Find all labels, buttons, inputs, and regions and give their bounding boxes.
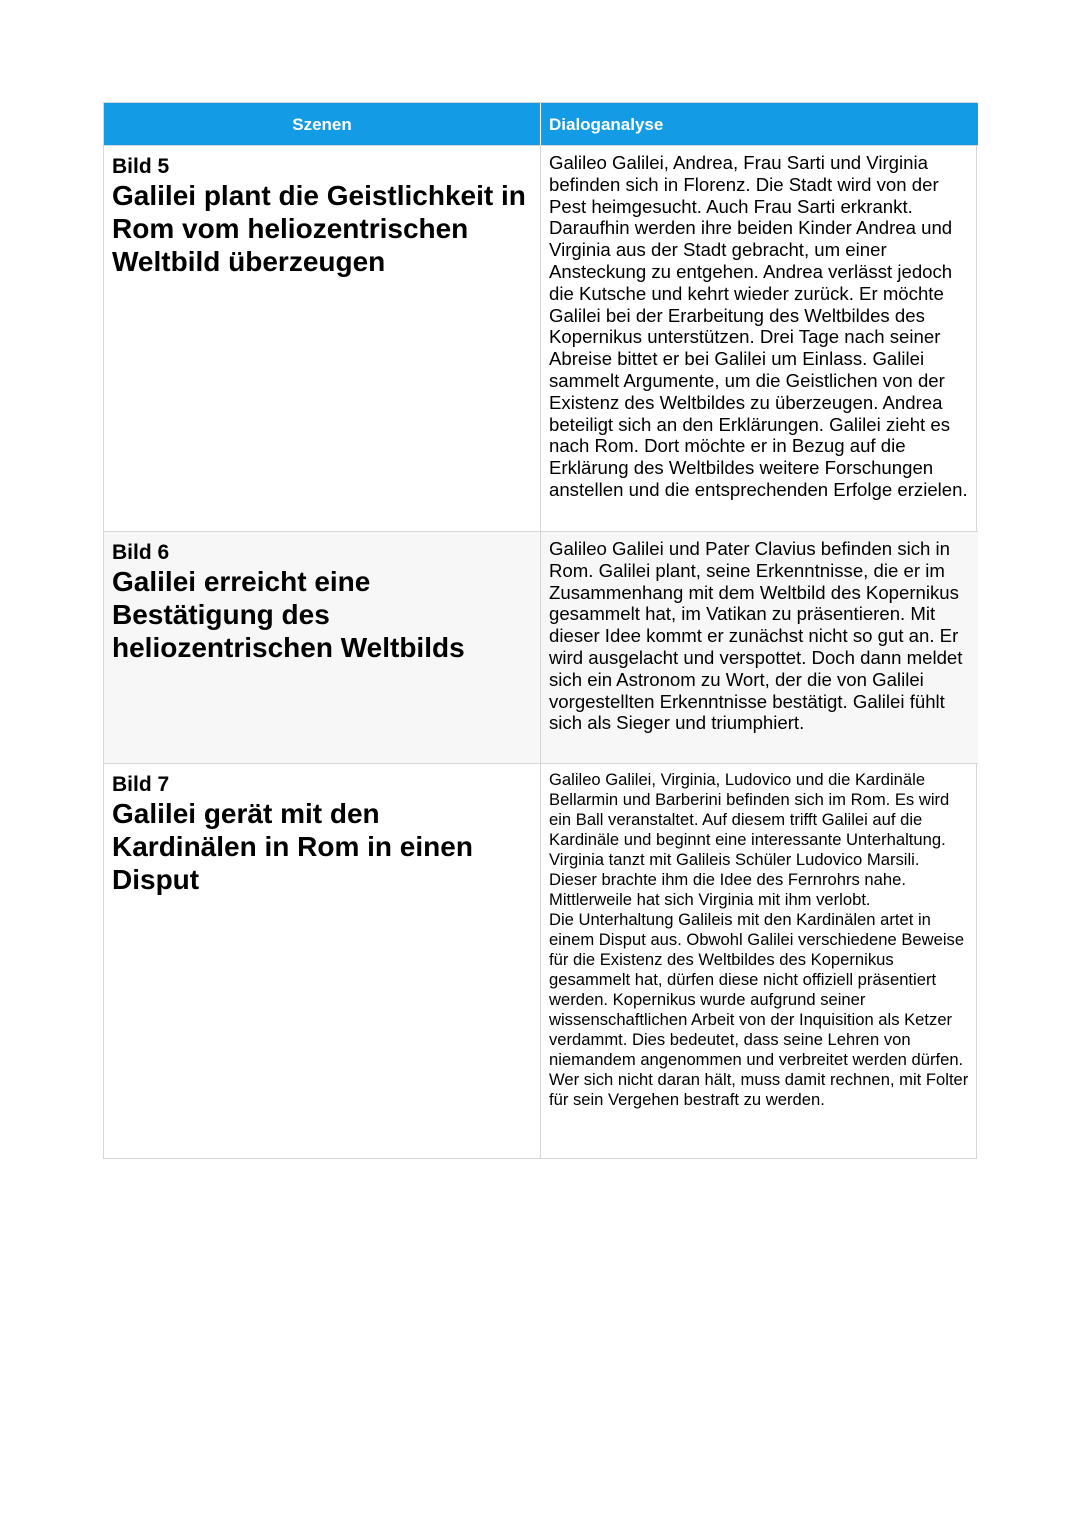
- scene-title: Galilei gerät mit den Kardinälen in Rom in einen Disput: [112, 798, 473, 895]
- analysis-cell-bild-7: [541, 764, 978, 1158]
- header-scenes: Szenen: [104, 103, 541, 146]
- analysis-text: Galileo Galilei und Pater Clavius befinden sich in Rom. Galilei plant, seine Erkenntnisse, die er im Zusammenhang mit dem Weltbild des Kopernikus gesammelt hat, im Vatikan zu präsentieren. Mit dieser Idee kommt er zunächst nicht so gut an. Er wird ausgelacht und verspottet. Doch dann meldet sich ein Astronom zu Wort, der die von Galilei vorgestellten Erkenntnisse bestätigt. Galilei fühlt sich als Sieger und triumphiert.: [549, 538, 963, 734]
- scene-label: Bild 7: [112, 773, 170, 796]
- scene-label: Bild 6: [112, 541, 170, 564]
- scene-cell-bild-6: [104, 532, 541, 764]
- analysis-text: Galileo Galilei, Virginia, Ludovico und die Kardinäle Bellarmin und Barberini befinden sich im Rom. Es wird ein Ball veranstaltet. Auf diesem trifft Galilei auf die Kardinäle und beginnt eine interessante Unterhaltung. Virginia tanzt mit Galileis Schüler Ludovico Marsili. Dieser brachte ihm die Idee des Fernrohrs nahe. Mittlerweile hat sich Virginia mit ihm verlobt. Die Unterhaltung Galileis mit den Kardinälen artet in einem Disput aus. Obwohl Galilei verschiedene Beweise für die Existenz des Weltbildes des Kopernikus gesammelt hat, dürfen diese nicht offiziell präsentiert werden. Kopernikus wurde aufgrund seiner wissenschaftlichen Arbeit von der Inquisition als Ketzer verdammt. Dies bedeutet, dass seine Lehren von niemandem angenommen und verbreitet werden dürfen. Wer sich nicht daran hält, muss damit rechnen, mit Folter für sein Vergehen bestraft zu werden.: [549, 770, 969, 1109]
- scene-label: Bild 5: [112, 155, 170, 178]
- analysis-cell-bild-5: [541, 146, 978, 532]
- scene-title: Galilei erreicht eine Bestätigung des heliozentrischen Weltbilds: [112, 566, 465, 663]
- scene-cell-bild-5: [104, 146, 541, 532]
- analysis-cell-bild-6: [541, 532, 978, 764]
- scene-analysis-table: [103, 102, 977, 1159]
- scene-title: Galilei plant die Geistlichkeit in Rom vom heliozentrischen Weltbild überzeugen: [112, 180, 526, 277]
- scene-cell-bild-7: [104, 764, 541, 1158]
- header-analysis: Dialoganalyse: [541, 103, 978, 146]
- analysis-text: Galileo Galilei, Andrea, Frau Sarti und Virginia befinden sich in Florenz. Die Stadt wird von der Pest heimgesucht. Auch Frau Sarti erkrankt. Daraufhin werden ihre beiden Kinder Andrea und Virginia aus der Stadt gebracht, um einer Ansteckung zu entgehen. Andrea verlässt jedoch die Kutsche und kehrt wieder zurück. Er möchte Galilei bei der Erarbeitung des Weltbildes des Kopernikus unterstützen. Drei Tage nach seiner Abreise bittet er bei Galilei um Einlass. Galilei sammelt Argumente, um die Geistlichen von der Existenz des Weltbildes zu überzeugen. Andrea beteiligt sich an den Erklärungen. Galilei zieht es nach Rom. Dort möchte er in Bezug auf die Erklärung des Weltbildes weitere Forschungen anstellen und die entsprechenden Erfolge erzielen.: [549, 152, 968, 500]
